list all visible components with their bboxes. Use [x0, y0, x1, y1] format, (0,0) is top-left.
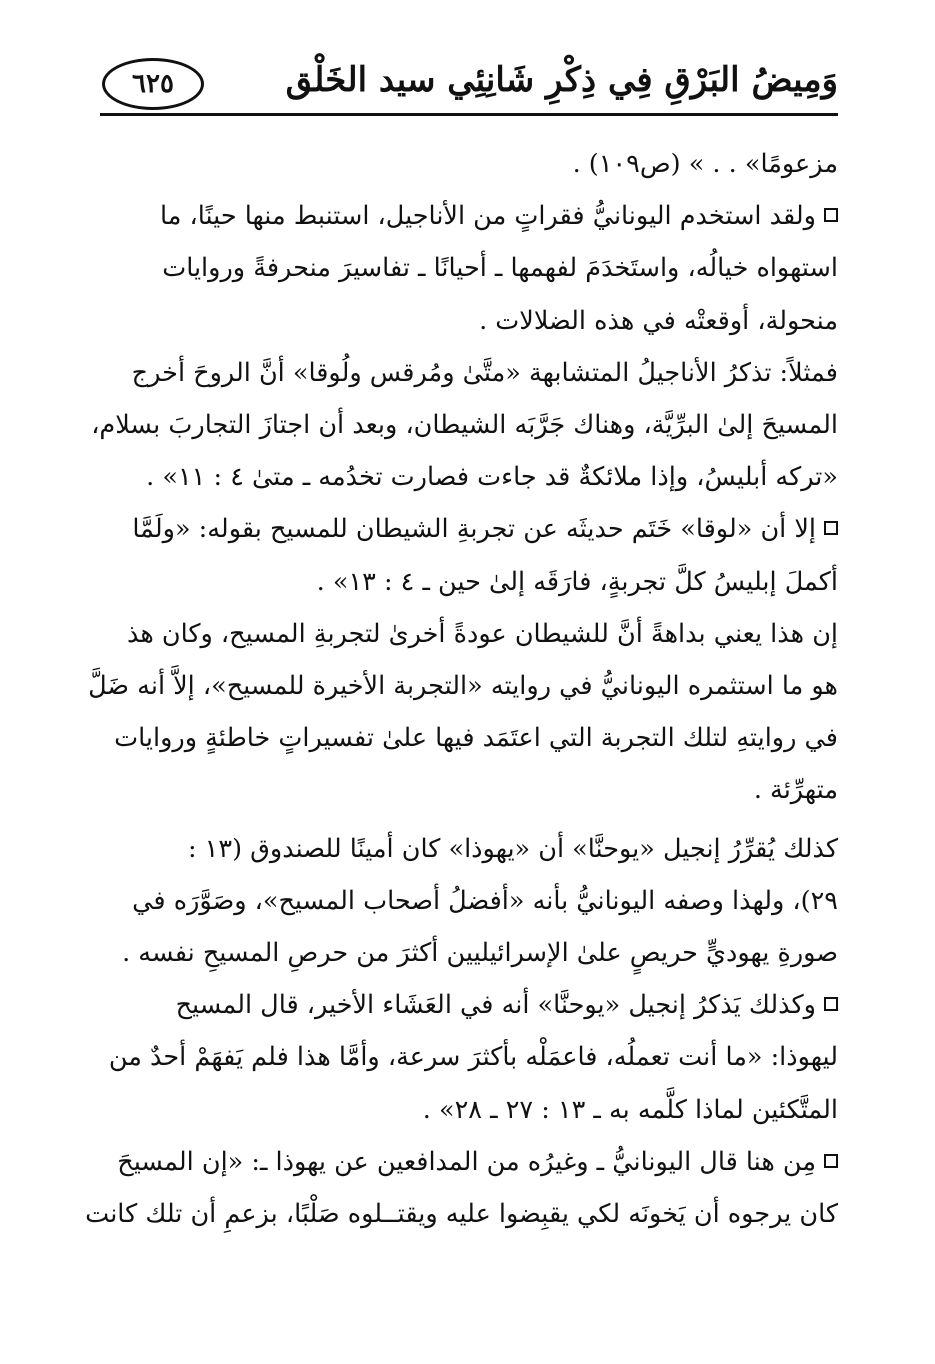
line-text: صورةِ يهوديٍّ حريصٍ علىٰ الإسرائيليين أكثرَ من حرصِ المسيحِ نفسه . — [122, 938, 838, 969]
paragraph — [100, 823, 838, 980]
square-bullet-icon — [824, 208, 838, 222]
text-line — [100, 823, 838, 875]
square-bullet-icon — [824, 1154, 838, 1168]
line-text: متهرِّئة . — [753, 775, 838, 806]
line-text: منحولة، أوقعتْه في هذه الضلالات . — [479, 305, 838, 336]
paragraph — [100, 503, 838, 607]
text-line — [100, 503, 838, 555]
text-line — [100, 1136, 838, 1188]
text-line — [100, 927, 838, 979]
text-line — [100, 295, 838, 347]
line-text: مِن هنا قال اليونانيُّ ـ وغيرُه من المدافعين عن يهوذا ـ: «إن المسيحَ — [117, 1146, 816, 1177]
paragraph — [100, 979, 838, 1136]
page-body — [85, 138, 838, 1240]
text-line — [100, 242, 838, 294]
line-text: فمثلاً: تذكرُ الأناجيلُ المتشابهة «متَّىٰ ومُرقس ولُوقا» أنَّ الروحَ أخرج — [131, 357, 838, 388]
text-line — [100, 979, 838, 1031]
text-line — [100, 451, 838, 503]
line-text: كان يرجوه أن يَخونَه لكي يقبِضوا عليه ويقتــلوه صَلْبًا، بزعمِ أن تلك كانت — [85, 1199, 838, 1230]
square-bullet-icon — [824, 521, 838, 535]
line-text: المسيحَ إلىٰ البرِّيَّة، وهناك جَرَّبَه الشيطان، وبعد أن اجتازَ التجاربَ بسلام، — [91, 410, 838, 441]
square-bullet-icon — [824, 997, 838, 1011]
line-text: ليهوذا: «ما أنت تعملُه، فاعمَلْه بأكثرَ سرعة، وأمَّا هذا فلم يَفهَمْ أحدٌ من — [108, 1042, 838, 1073]
text-line — [100, 608, 838, 660]
line-text: هو ما استثمره اليونانيُّ في روايته «التجربة الأخيرة للمسيح»، إلاَّ أنه ضَلَّ — [88, 671, 838, 702]
line-text: في روايتهِ لتلك التجربة التي اعتَمَد فيها علىٰ تفسيراتٍ خاطئةٍ وروايات — [114, 723, 838, 754]
paragraph — [100, 190, 838, 347]
line-text: مزعومًا» . . » (ص١٠٩) . — [572, 149, 838, 179]
header-divider — [100, 113, 838, 116]
text-line — [100, 875, 838, 927]
text-line — [100, 712, 838, 764]
line-text: استهواه خيالُه، واستَخدَمَ لفهمها ـ أحيانًا ـ تفاسيرَ منحرفةً وروايات — [162, 253, 838, 284]
text-line — [85, 1188, 838, 1240]
text-line — [100, 1084, 838, 1136]
line-text: «تركه أبليسُ، وإذا ملائكةٌ قد جاءت فصارت تخدُمه ـ متىٰ ٤ : ١١» . — [146, 462, 838, 493]
page-header — [100, 54, 838, 116]
line-text: ٢٩)، ولهذا وصفه اليونانيُّ بأنه «أفضلُ أصحاب المسيح»، وصَوَّرَه في — [132, 885, 838, 916]
line-text: أكملَ إبليسُ كلَّ تجربةٍ، فارَقَه إلىٰ حين ـ ٤ : ١٣» . — [316, 566, 838, 597]
paragraph — [85, 1136, 838, 1240]
text-line — [100, 764, 838, 816]
line-text: كذلك يُقرِّرُ إنجيل «يوحنَّا» أن «يهوذا» كان أمينًا للصندوق (١٣ : — [187, 833, 838, 864]
text-line — [100, 1031, 838, 1083]
line-text: ولقد استخدم اليونانيُّ فقراتٍ من الأناجيل، استنبط منها حينًا، ما — [159, 201, 816, 232]
page-number-badge — [102, 58, 204, 110]
page-number: ٦٢٥ — [132, 69, 174, 99]
paragraph — [100, 138, 838, 190]
book-title: وَمِيضُ البَرْقِ فِي ذِكْرِ شَانِئِي سيد الخَلْق — [285, 60, 838, 100]
text-line — [100, 190, 838, 242]
text-line — [100, 138, 838, 190]
text-line — [100, 556, 838, 608]
text-line — [88, 660, 838, 712]
line-text: وكذلك يَذكرُ إنجيل «يوحنَّا» أنه في العَشَاء الأخير، قال المسيح — [175, 990, 816, 1021]
text-line — [100, 347, 838, 399]
line-text: إلا أن «لوقا» خَتَم حديثَه عن تجربةِ الشيطان للمسيح بقوله: «ولَمَّا — [132, 514, 816, 545]
line-text: إن هذا يعني بداهةً أنَّ للشيطان عودةً أخرىٰ لتجربةِ المسيح، وكان هذ — [126, 618, 838, 649]
paragraph — [91, 347, 838, 504]
paragraph — [88, 608, 838, 817]
text-line — [91, 399, 838, 451]
line-text: المتَّكئين لماذا كلَّمه به ـ ١٣ : ٢٧ ـ ٢٨» . — [422, 1094, 838, 1125]
